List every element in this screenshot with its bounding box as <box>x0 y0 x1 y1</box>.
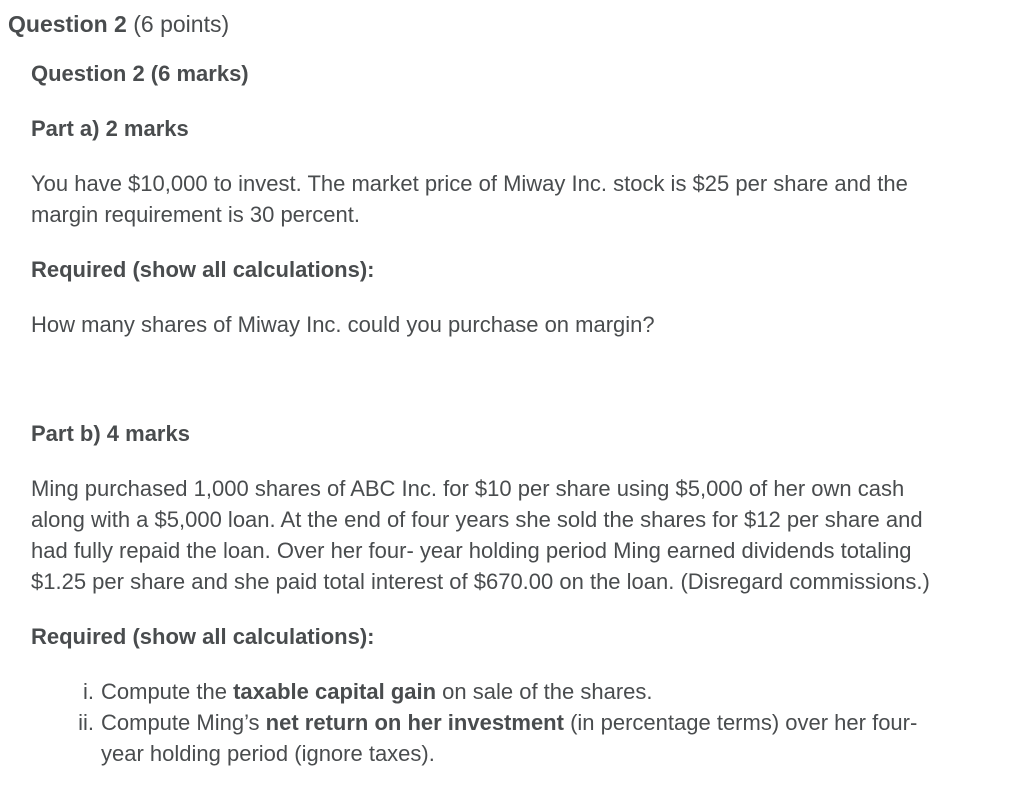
requirement-i-text-pre: Compute the <box>101 678 234 704</box>
page-title-question-number: Question 2 <box>8 11 127 37</box>
list-marker-i: i. <box>83 678 94 704</box>
question-content <box>31 58 951 769</box>
part-b-requirements-list <box>31 676 951 769</box>
part-a-required-label: Required (show all calculations): <box>31 256 375 282</box>
requirement-item-i <box>83 676 951 707</box>
part-a-body: You have $10,000 to invest. The market price of Miway Inc. stock is $25 per share and the margin requirement is 30 percent. <box>31 170 908 227</box>
part-a-heading: Part a) 2 marks <box>31 115 189 141</box>
part-a-prompt: How many shares of Miway Inc. could you purchase on margin? <box>31 311 655 337</box>
requirement-i-text-post: on sale of the shares. <box>436 678 653 704</box>
requirement-ii-text-bold: net return on her investment <box>265 709 564 735</box>
requirement-ii-text-pre: Compute Ming’s <box>101 709 266 735</box>
page-title-points: (6 points) <box>126 11 230 37</box>
question-heading: Question 2 (6 marks) <box>31 60 249 86</box>
list-marker-ii: ii. <box>78 709 94 735</box>
requirement-item-ii <box>78 707 951 769</box>
part-b-heading: Part b) 4 marks <box>31 420 190 446</box>
requirement-i-text-bold: taxable capital gain <box>233 678 437 704</box>
part-b-body: Ming purchased 1,000 shares of ABC Inc. for $10 per share using $5,000 of her own cash along with a $5,000 loan. At the end of four years she sold the shares for $12 per share and had fully repaid the loan. Over her four- year holding period Ming earned dividends totaling $1.25 per share and she paid total interest of $670.00 on the loan. (Disregard commissions.) <box>31 475 930 594</box>
requirement-ii-text-post: (in percentage terms) over her four-year holding period (ignore taxes). <box>101 709 918 766</box>
page-title <box>8 11 1008 39</box>
part-b-required-label: Required (show all calculations): <box>31 623 375 649</box>
